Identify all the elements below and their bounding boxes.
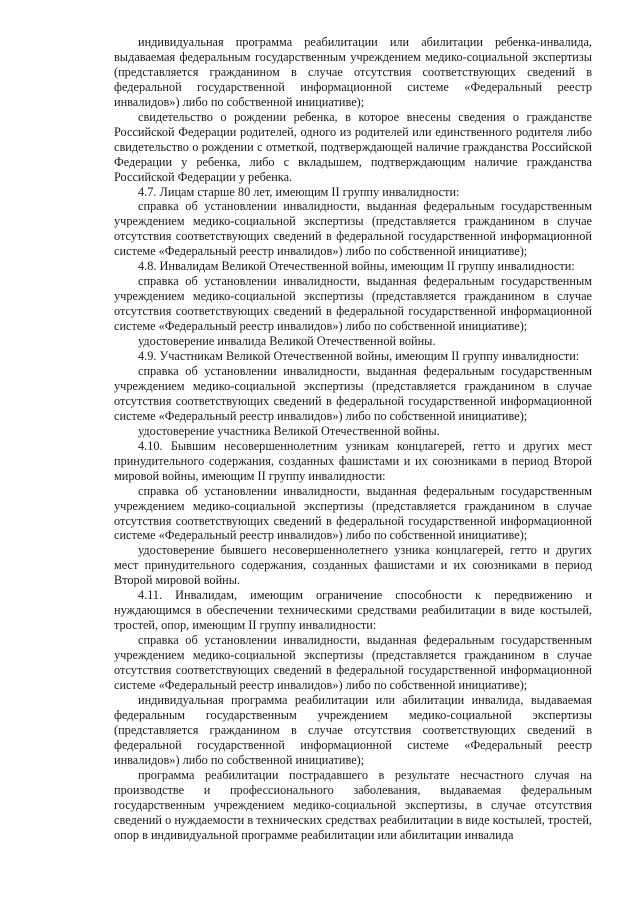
paragraph-4-11-disability-certificate: справка об установлении инвалидности, выданная федеральным государственным учреждением медико-социальной экспертизы (представляется гражданином в случае отсутствия соответствующих сведений в федеральной государственной информационной системе «Федеральный реестр инвалидов») либо по собственной инициативе); <box>114 633 592 692</box>
paragraph-4-10-prisoner-id: удостоверение бывшего несовершеннолетнего узника концлагерей, гетто и других мест принудительного содержания, созданных фашистами и их союзниками в период Второй мировой войны. <box>114 543 592 588</box>
paragraph-4-11-heading: 4.11. Инвалидам, имеющим ограничение способности к передвижению и нуждающимся в обеспечении техническими средствами реабилитации в виде костылей, тростей, опор, имеющим II группу инвалидности: <box>114 588 592 633</box>
paragraph-4-9-disability-certificate: справка об установлении инвалидности, выданная федеральным государственным учреждением медико-социальной экспертизы (представляется гражданином в случае отсутствия соответствующих сведений в федеральной государственной информационной системе «Федеральный реестр инвалидов») либо по собственной инициативе); <box>114 363 592 423</box>
paragraph-4-9-participant-id: удостоверение участника Великой Отечественной войны. <box>138 423 440 438</box>
paragraph-ipra-child: индивидуальная программа реабилитации или абилитации ребенка-инвалида, выдаваемая федеральным государственным учреждением медико-социальной экспертизы (представляется гражданином в случае отсутствия соответствующих сведений в федеральной государственной информационной системе «Федеральный реестр инвалидов») либо по собственной инициативе); <box>114 35 592 109</box>
paragraph-4-7-disability-certificate: справка об установлении инвалидности, выданная федеральным государственным учреждением медико-социальной экспертизы (представляется гражданином в случае отсутствия соответствующих сведений в федеральной государственной информационной системе «Федеральный реестр инвалидов») либо по собственной инициативе); <box>114 199 592 259</box>
paragraph-4-11-ipra: индивидуальная программа реабилитации или абилитации инвалида, выдаваемая федеральным государственным учреждением медико-социальной экспертизы (представляется гражданином в случае отсутствия соответствующих сведений в федеральной государственной информационной системе «Федеральный реестр инвалидов») либо по собственной инициативе); <box>114 692 592 767</box>
paragraph-4-8-heading: 4.8. Инвалидам Великой Отечественной войны, имеющим II группу инвалидности: <box>138 259 575 274</box>
paragraph-4-8-veteran-id: удостоверение инвалида Великой Отечественной войны. <box>138 334 436 349</box>
paragraph-4-7-heading: 4.7. Лицам старше 80 лет, имеющим II группу инвалидности: <box>138 184 460 199</box>
paragraph-birth-certificate: свидетельство о рождении ребенка, в которое внесены сведения о гражданстве Российской Федерации родителей, одного из родителей или единственного родителя либо свидетельство о рождении с отметкой, подтверждающей наличие гражданства Российской Федерации у ребенка, либо с вкладышем, подтверждающим наличие гражданства Российской Федерации у ребенка. <box>114 109 592 184</box>
paragraph-4-11-rehab-program: программа реабилитации пострадавшего в результате несчастного случая на производстве и профессионального заболевания, выдаваемая федеральным государственным учреждением медико-социальной экспертизы, в случае отсутствия сведений о нуждаемости в технических средствах реабилитации в виде костылей, тростей, опор в индивидуальной программе реабилитации или абилитации инвалида <box>114 767 592 842</box>
paragraph-4-8-disability-certificate: справка об установлении инвалидности, выданная федеральным государственным учреждением медико-социальной экспертизы (представляется гражданином в случае отсутствия соответствующих сведений в федеральной государственной информационной системе «Федеральный реестр инвалидов») либо по собственной инициативе); <box>114 274 592 334</box>
document-body <box>114 35 592 842</box>
paragraph-4-9-heading: 4.9. Участникам Великой Отечественной войны, имеющим II группу инвалидности: <box>138 349 580 364</box>
paragraph-4-10-heading: 4.10. Бывшим несовершеннолетним узникам концлагерей, гетто и других мест принудительного содержания, созданных фашистами и их союзниками в период Второй мировой войны, имеющим II группу инвалидности: <box>114 438 592 483</box>
paragraph-4-10-disability-certificate: справка об установлении инвалидности, выданная федеральным государственным учреждением медико-социальной экспертизы (представляется гражданином в случае отсутствия соответствующих сведений в федеральной государственной информационной системе «Федеральный реестр инвалидов») либо по собственной инициативе); <box>114 483 592 543</box>
